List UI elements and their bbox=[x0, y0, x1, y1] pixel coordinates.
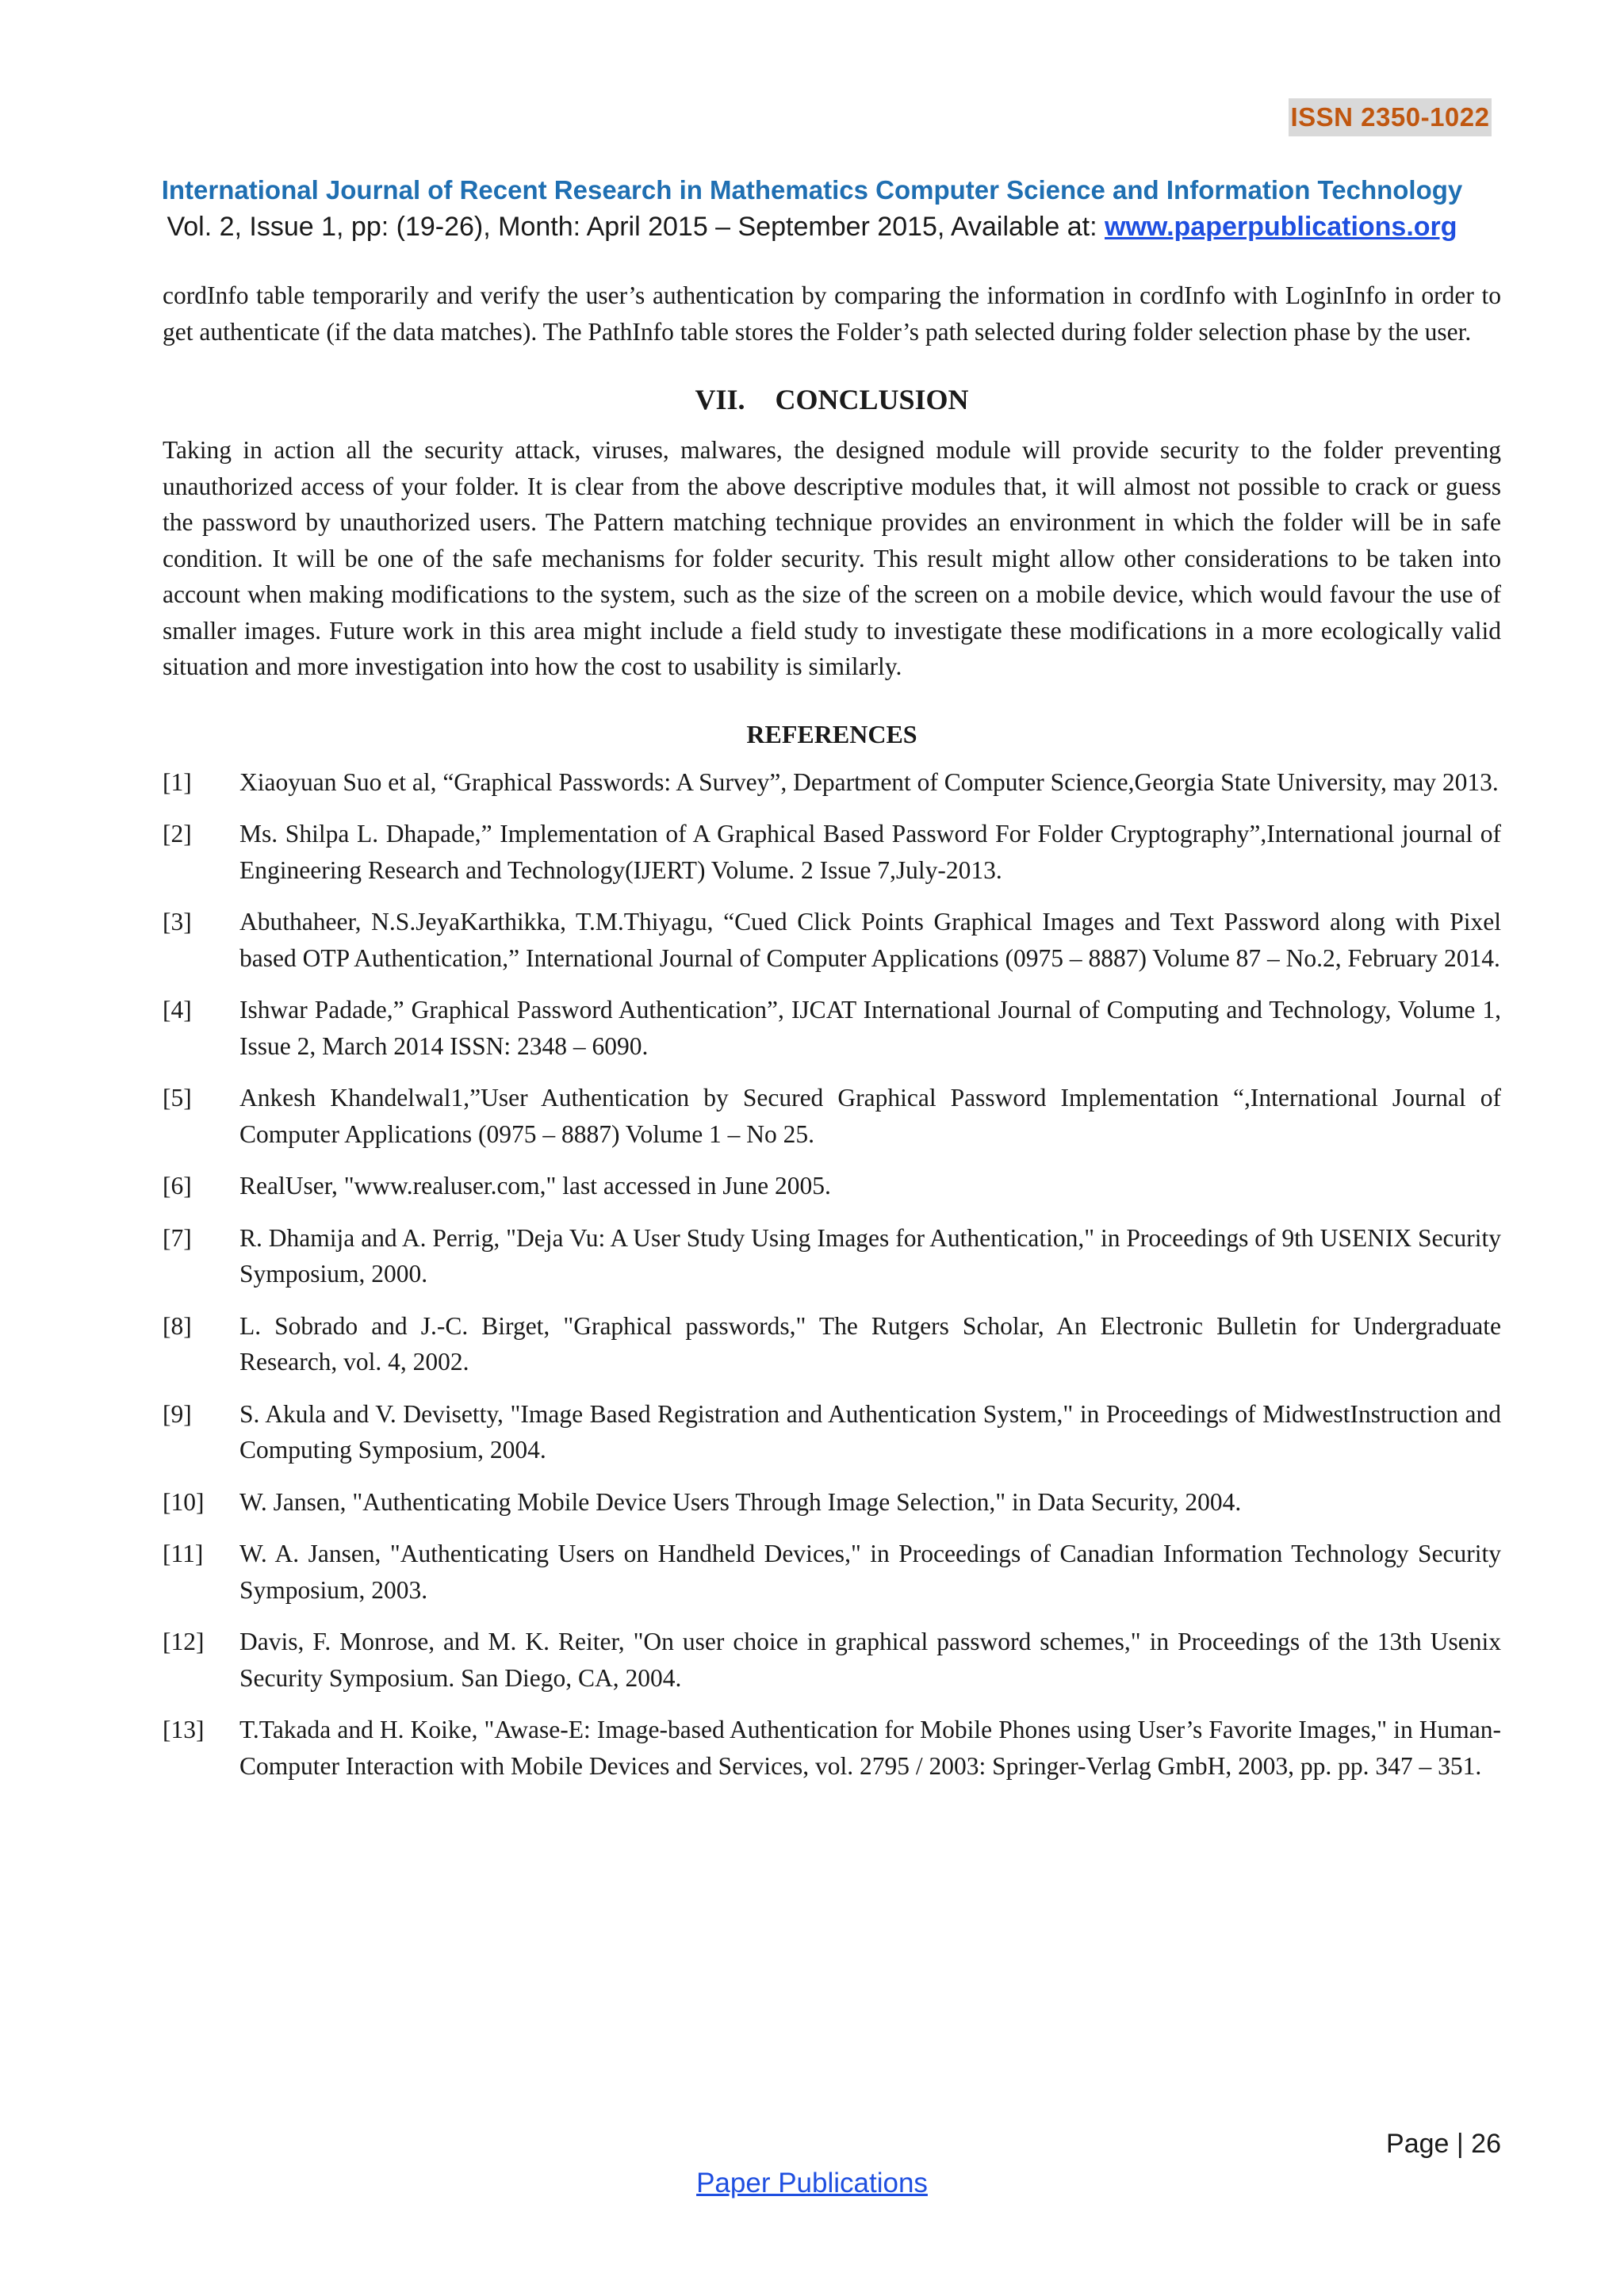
reference-number: [1] bbox=[163, 767, 192, 796]
reference-text: W. A. Jansen, "Authenticating Users on Handheld Devices," in Proceedings of Canadian Information Technology Security Symposium, 2003. bbox=[239, 1540, 1501, 1604]
publisher-link[interactable]: Paper Publications bbox=[696, 2168, 928, 2198]
reference-number: [7] bbox=[163, 1223, 192, 1252]
reference-number: [2] bbox=[163, 820, 192, 848]
reference-number: [4] bbox=[163, 996, 192, 1024]
reference-item bbox=[163, 1712, 1501, 1784]
reference-list bbox=[163, 764, 1501, 1785]
reference-text: RealUser, "www.realuser.com," last accessed in June 2005. bbox=[239, 1172, 831, 1200]
footer bbox=[0, 2164, 1624, 2202]
reference-number: [10] bbox=[163, 1487, 205, 1516]
reference-number: [8] bbox=[163, 1311, 192, 1340]
reference-item bbox=[163, 1168, 1501, 1204]
reference-item bbox=[163, 1624, 1501, 1696]
reference-number: [9] bbox=[163, 1399, 192, 1428]
journal-volume-info bbox=[0, 208, 1624, 246]
reference-item bbox=[163, 1220, 1501, 1292]
reference-number: [6] bbox=[163, 1172, 192, 1200]
reference-text: Xiaoyuan Suo et al, “Graphical Passwords: A Survey”, Department of Computer Science,Georgia State University, may 2013. bbox=[239, 767, 1499, 796]
reference-item bbox=[163, 1536, 1501, 1608]
reference-item bbox=[163, 1308, 1501, 1380]
volume-text: Vol. 2, Issue 1, pp: (19-26), Month: April 2015 – September 2015, Available at: bbox=[167, 212, 1105, 242]
reference-item bbox=[163, 992, 1501, 1064]
journal-title: International Journal of Recent Research in Mathematics Computer Science and Information Technology bbox=[161, 175, 1463, 205]
reference-text: Ankesh Khandelwal1,”User Authentication by Secured Graphical Password Implementation “,International Journal of Computer Applications (0975 – 8887) Volume 1 – No 25. bbox=[239, 1084, 1501, 1148]
conclusion-heading bbox=[163, 380, 1501, 419]
reference-item bbox=[163, 1396, 1501, 1468]
reference-text: Ishwar Padade,” Graphical Password Authentication”, IJCAT International Journal of Computing and Technology, Volume 1, Issue 2, March 2014 ISSN: 2348 – 6090. bbox=[239, 996, 1501, 1060]
journal-website-link[interactable]: www.paperpublications.org bbox=[1105, 212, 1457, 242]
reference-item bbox=[163, 816, 1501, 888]
page-number: Page | 26 bbox=[1386, 2129, 1501, 2159]
section-number: VII. bbox=[695, 384, 745, 415]
conclusion-paragraph: Taking in action all the security attack, viruses, malwares, the designed module will provide security to the folder preventing unauthorized access of your folder. It is clear from the above descriptive modules that, it will almost not possible to crack or guess the password by unauthorized users. The Pattern matching technique provides an environment in which the folder will be in safe condition. It will be one of the safe mechanisms for folder security. This result might allow other considerations to be taken into account when making modifications to the system, such as the size of the screen on a mobile device, which would favour the use of smaller images. Future work in this area might include a field study to investigate these modifications in a more ecologically valid situation and more investigation into how the cost to usability is similarly. bbox=[163, 436, 1501, 680]
section-title: CONCLUSION bbox=[775, 384, 969, 415]
reference-item bbox=[163, 904, 1501, 976]
intro-paragraph: cordInfo table temporarily and verify the user’s authentication by comparing the information in cordInfo with LoginInfo in order to get authenticate (if the data matches). The PathInfo table stores the Folder’s path selected during folder selection phase by the user. bbox=[163, 281, 1501, 346]
page-content bbox=[163, 277, 1501, 1800]
reference-number: [11] bbox=[163, 1540, 204, 1567]
reference-text: Abuthaheer, N.S.JeyaKarthikka, T.M.Thiyagu, “Cued Click Points Graphical Images and Text Password along with Pixel based OTP Authentication,” International Journal of Computer Applications (0975 – 8887) Volume 87 – No.2, February 2014. bbox=[239, 908, 1501, 972]
reference-number: [13] bbox=[163, 1716, 205, 1743]
reference-text: T.Takada and H. Koike, "Awase-E: Image-based Authentication for Mobile Phones using User’s Favorite Images," in Human-Computer Interaction with Mobile Devices and Services, vol. 2795 / 2003: Springer-Verlag GmbH, 2003, pp. pp. 347 – 351. bbox=[239, 1716, 1501, 1780]
reference-item bbox=[163, 1080, 1501, 1152]
reference-text: Ms. Shilpa L. Dhapade,” Implementation of A Graphical Based Password For Folder Cryptography”,International journal of Engineering Research and Technology(IJERT) Volume. 2 Issue 7,July-2013. bbox=[239, 820, 1501, 884]
reference-text: S. Akula and V. Devisetty, "Image Based Registration and Authentication System," in Proceedings of MidwestInstruction and Computing Symposium, 2004. bbox=[239, 1399, 1501, 1464]
references-heading: REFERENCES bbox=[746, 719, 917, 748]
reference-text: Davis, F. Monrose, and M. K. Reiter, "On user choice in graphical password schemes," in Proceedings of the 13th Usenix Security Symposium. San Diego, CA, 2004. bbox=[239, 1628, 1501, 1692]
reference-item bbox=[163, 764, 1501, 801]
reference-number: [12] bbox=[163, 1628, 205, 1655]
reference-text: L. Sobrado and J.-C. Birget, "Graphical passwords," The Rutgers Scholar, An Electronic Bulletin for Undergraduate Research, vol. 4, 2002. bbox=[239, 1311, 1501, 1376]
reference-number: [3] bbox=[163, 908, 192, 936]
reference-number: [5] bbox=[163, 1084, 192, 1112]
reference-text: W. Jansen, "Authenticating Mobile Device Users Through Image Selection," in Data Security, 2004. bbox=[239, 1487, 1242, 1516]
reference-item bbox=[163, 1484, 1501, 1521]
issn-badge: ISSN 2350-1022 bbox=[1289, 98, 1492, 136]
reference-text: R. Dhamija and A. Perrig, "Deja Vu: A User Study Using Images for Authentication," in Proceedings of 9th USENIX Security Symposium, 2000. bbox=[239, 1223, 1501, 1288]
